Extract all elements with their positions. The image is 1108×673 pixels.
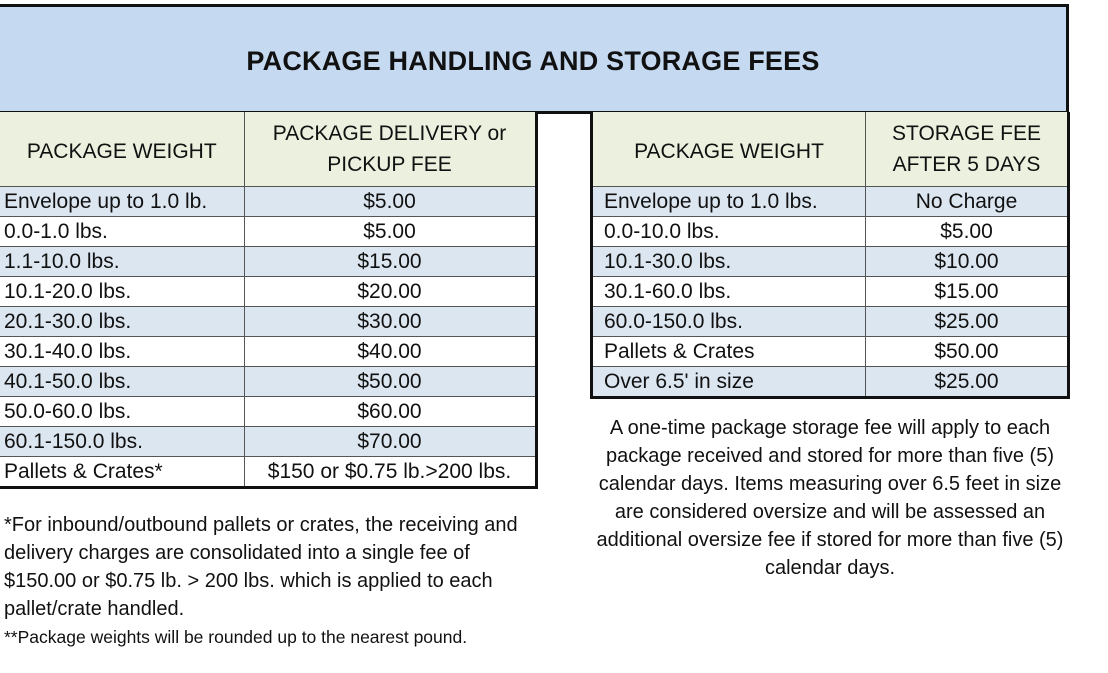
fee-cell: $5.00 [244,186,536,216]
table-row [592,276,1069,306]
fee-cell: $15.00 [244,246,536,276]
fee-cell: $60.00 [244,396,536,426]
delivery-notes [4,511,534,649]
page-title: PACKAGE HANDLING AND STORAGE FEES [246,45,820,76]
weight-cell: 10.1-20.0 lbs. [0,276,244,306]
table-row [0,276,536,306]
fee-cell: $25.00 [866,306,1069,336]
column-header-delivery-fee: PACKAGE DELIVERY or PICKUP FEE [244,112,536,186]
weight-cell: Envelope up to 1.0 lbs. [592,186,866,216]
pallet-note: *For inbound/outbound pallets or crates, the receiving and delivery charges are consolidated into a single fee of $150.00 or $0.75 lb. > 200 lbs. which is applied to each pallet/crate handled. [4,514,518,620]
table-row [0,336,536,366]
column-header-weight: PACKAGE WEIGHT [592,112,866,186]
weight-cell: 40.1-50.0 lbs. [0,366,244,396]
table-header-row [0,112,536,186]
column-header-weight: PACKAGE WEIGHT [0,112,244,186]
fee-cell: $25.00 [866,366,1069,397]
fee-cell: $10.00 [866,246,1069,276]
weight-cell: Pallets & Crates* [0,456,244,487]
weight-cell: 60.0-150.0 lbs. [592,306,866,336]
weight-cell: 0.0-1.0 lbs. [0,216,244,246]
rounding-footnote: **Package weights will be rounded up to the nearest pound. [4,627,468,647]
delivery-fee-table [0,112,538,489]
weight-cell: Over 6.5' in size [592,366,866,397]
fee-cell: $70.00 [244,426,536,456]
fee-cell: $20.00 [244,276,536,306]
table-row [0,396,536,426]
table-row [592,216,1069,246]
table-row [592,246,1069,276]
weight-cell: 60.1-150.0 lbs. [0,426,244,456]
storage-note: A one-time package storage fee will apply to each package received and stored for more than five (5) calendar days. Items measuring over 6.5 feet in size are considered oversize and will be assessed an additional oversize fee if stored for more than five (5) calendar days. [596,417,1064,579]
table-row [592,366,1069,397]
table-row [592,186,1069,216]
fee-cell: $50.00 [866,336,1069,366]
fee-cell: $150 or $0.75 lb.>200 lbs. [244,456,536,487]
table-header-row [592,112,1069,186]
weight-cell: 30.1-40.0 lbs. [0,336,244,366]
table-row [0,426,536,456]
storage-fee-table [590,112,1070,399]
column-header-storage-fee: STORAGE FEE AFTER 5 DAYS [866,112,1069,186]
fee-cell: $50.00 [244,366,536,396]
weight-cell: 30.1-60.0 lbs. [592,276,866,306]
fee-cell: $30.00 [244,306,536,336]
weight-cell: 10.1-30.0 lbs. [592,246,866,276]
weight-cell: 0.0-10.0 lbs. [592,216,866,246]
table-row [0,456,536,487]
table-row [0,366,536,396]
fee-cell: No Charge [866,186,1069,216]
table-row [0,246,536,276]
table-row [592,306,1069,336]
fee-cell: $5.00 [866,216,1069,246]
title-banner [0,4,1069,114]
table-row [592,336,1069,366]
table-row [0,306,536,336]
weight-cell: 50.0-60.0 lbs. [0,396,244,426]
table-row [0,216,536,246]
weight-cell: Pallets & Crates [592,336,866,366]
fee-cell: $15.00 [866,276,1069,306]
weight-cell: 1.1-10.0 lbs. [0,246,244,276]
fee-cell: $40.00 [244,336,536,366]
weight-cell: 20.1-30.0 lbs. [0,306,244,336]
table-row [0,186,536,216]
fee-cell: $5.00 [244,216,536,246]
weight-cell: Envelope up to 1.0 lb. [0,186,244,216]
